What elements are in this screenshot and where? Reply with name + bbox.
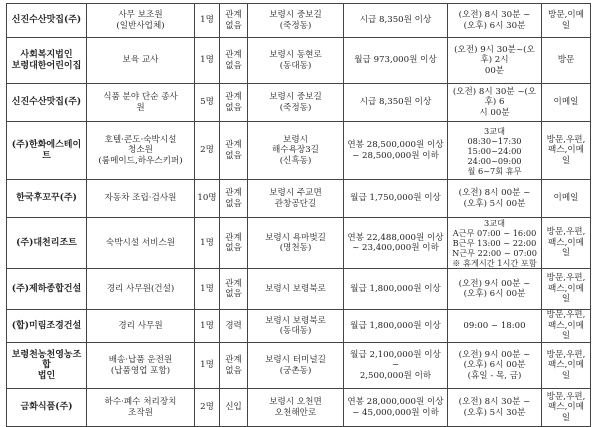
- location-cell: 보령시 중보길 (죽정동): [248, 4, 344, 38]
- headcount-cell: 10명: [195, 180, 220, 218]
- location-cell: 보령시 보령북로: [248, 269, 344, 310]
- work-hours-cell: (오전) 8시 30분 ~(오후) 6 시 00분: [448, 84, 542, 122]
- table-row: [7, 84, 591, 122]
- location-cell: 보령시 중보길 (죽정동): [248, 84, 344, 122]
- wage-cell: 월급 1,750,000원 이상: [344, 180, 448, 218]
- job-cell: 경리 사무원: [87, 310, 195, 343]
- job-cell: 숙박시설 서비스원: [87, 218, 195, 269]
- work-hours-cell: (오전) 8시 00분 ~ (오후) 5시 00분: [448, 180, 542, 218]
- table-row: [7, 180, 591, 218]
- headcount-cell: 2명: [195, 122, 220, 180]
- company-cell: (주)제하종합건설: [7, 269, 87, 310]
- location-cell: 보령시 보령북로 (동대동): [248, 310, 344, 343]
- headcount-cell: 1명: [195, 38, 220, 84]
- career-cell: 경력: [220, 310, 248, 343]
- wage-cell: 시급 8,350원 이상: [344, 84, 448, 122]
- table-row: [7, 4, 591, 38]
- work-hours-cell: 3교대 A근무 07:00 ~ 16:00 B근무 13:00 ~ 22:00 N근무 22:00 ~ 07:00 ※ 휴게시간 1시간 포함: [448, 218, 542, 269]
- company-cell: 보령천농천영농조합 법인: [7, 343, 87, 389]
- headcount-cell: 1명: [195, 269, 220, 310]
- company-cell: 금화식품(주): [7, 389, 87, 427]
- job-cell: 하수·폐수 처리장치 조작원: [87, 389, 195, 427]
- location-cell: 보령시 욕마벚길 (명천동): [248, 218, 344, 269]
- job-listing-table: [6, 3, 591, 427]
- work-hours-cell: (오전) 9시 30분~(오후) 2시 00분: [448, 38, 542, 84]
- apply-method-cell: 방문,우편, 팩스,이메일: [542, 343, 591, 389]
- career-cell: 관계 없음: [220, 4, 248, 38]
- career-cell: 관계 없음: [220, 343, 248, 389]
- location-cell: 보령시 오천면 오천해안로: [248, 389, 344, 427]
- company-cell: 신진수산맛집(주): [7, 4, 87, 38]
- apply-method-cell: 방문,우편, 팩스,이메일: [542, 122, 591, 180]
- location-cell: 보령시 해수욕장3길 (신흑동): [248, 122, 344, 180]
- location-cell: 보령시 주교면 관창공단길: [248, 180, 344, 218]
- company-cell: 신진수산맛집(주): [7, 84, 87, 122]
- wage-cell: 월급 973,000원 이상: [344, 38, 448, 84]
- apply-method-cell: 이메일: [542, 180, 591, 218]
- wage-cell: 시급 8,350원 이상: [344, 4, 448, 38]
- apply-method-cell: 이메일: [542, 84, 591, 122]
- job-cell: 배송·납품 운전원 (납품영업 포함): [87, 343, 195, 389]
- headcount-cell: 1명: [195, 310, 220, 343]
- job-cell: 경리 사무원(건설): [87, 269, 195, 310]
- wage-cell: 월급 1,800,000원 이상: [344, 310, 448, 343]
- headcount-cell: 1명: [195, 4, 220, 38]
- wage-cell: 연봉 22,488,000원 이상 ~ 23,400,000원 이하: [344, 218, 448, 269]
- table-row: [7, 389, 591, 427]
- work-hours-cell: (오전) 9시 00분 ~ (오후) 6시 00분 (휴일 - 목, 금): [448, 343, 542, 389]
- apply-method-cell: 방문,우편, 팩스,이메일: [542, 269, 591, 310]
- location-cell: 보령시 동현로 (동대동): [248, 38, 344, 84]
- work-hours-cell: 3교대 08:30~17:30 15:00~24:00 24:00~09:00 월 6~7회 휴무: [448, 122, 542, 180]
- company-cell: 한국후꼬꾸(주): [7, 180, 87, 218]
- table-row: [7, 218, 591, 269]
- company-cell: (주)대천리조트: [7, 218, 87, 269]
- apply-method-cell: 방문,우편, 팩스,이메일: [542, 218, 591, 269]
- wage-cell: 연봉 28,000,000원 이상 ~ 45,000,000원 이하: [344, 389, 448, 427]
- company-cell: (합)미림조경건설: [7, 310, 87, 343]
- headcount-cell: 1명: [195, 218, 220, 269]
- location-cell: 보령시 터미널길 (궁촌동): [248, 343, 344, 389]
- job-cell: 식품 분야 단순 종사 원: [87, 84, 195, 122]
- wage-cell: 월급 1,800,000원 이상: [344, 269, 448, 310]
- apply-method-cell: 방문: [542, 38, 591, 84]
- company-cell: 사회복지법인 보령대한어린이집: [7, 38, 87, 84]
- table-row: [7, 343, 591, 389]
- job-cell: 자동차 조립·검사원: [87, 180, 195, 218]
- career-cell: 관계 없음: [220, 269, 248, 310]
- headcount-cell: 5명: [195, 84, 220, 122]
- work-hours-cell: (오전) 9시 00분 ~ (오후) 6시 00분: [448, 269, 542, 310]
- table-row: [7, 38, 591, 84]
- headcount-cell: 2명: [195, 389, 220, 427]
- career-cell: 관계 없음: [220, 180, 248, 218]
- wage-cell: 연봉 28,500,000원 이상 ~ 28,500,000원 이하: [344, 122, 448, 180]
- career-cell: 신입: [220, 389, 248, 427]
- job-cell: 사무 보조원 (일반사업체): [87, 4, 195, 38]
- work-hours-cell: (오전) 8시 30분 ~ (오후) 6시 30분: [448, 4, 542, 38]
- apply-method-cell: 방문,우편, 팩스,이메일: [542, 389, 591, 427]
- career-cell: 관계 없음: [220, 84, 248, 122]
- work-hours-cell: 09:00 ~ 18:00: [448, 310, 542, 343]
- table-row: [7, 122, 591, 180]
- apply-method-cell: 방문,우편, 팩스,이메일: [542, 310, 591, 343]
- table-row: [7, 269, 591, 310]
- job-cell: 호텔·콘도·숙박시설 청소원 (룸메이드,하우스키퍼): [87, 122, 195, 180]
- career-cell: 관계 없음: [220, 218, 248, 269]
- apply-method-cell: 방문,이메일: [542, 4, 591, 38]
- work-hours-cell: (오전) 8시 30분 ~ (오후) 5시 30분: [448, 389, 542, 427]
- job-cell: 보육 교사: [87, 38, 195, 84]
- table-row: [7, 310, 591, 343]
- headcount-cell: 1명: [195, 343, 220, 389]
- career-cell: 관계 없음: [220, 122, 248, 180]
- company-cell: (주)한화에스테이트: [7, 122, 87, 180]
- career-cell: 관계 없음: [220, 38, 248, 84]
- wage-cell: 월급 2,100,000원 이상 ~ 2,500,000원 이하: [344, 343, 448, 389]
